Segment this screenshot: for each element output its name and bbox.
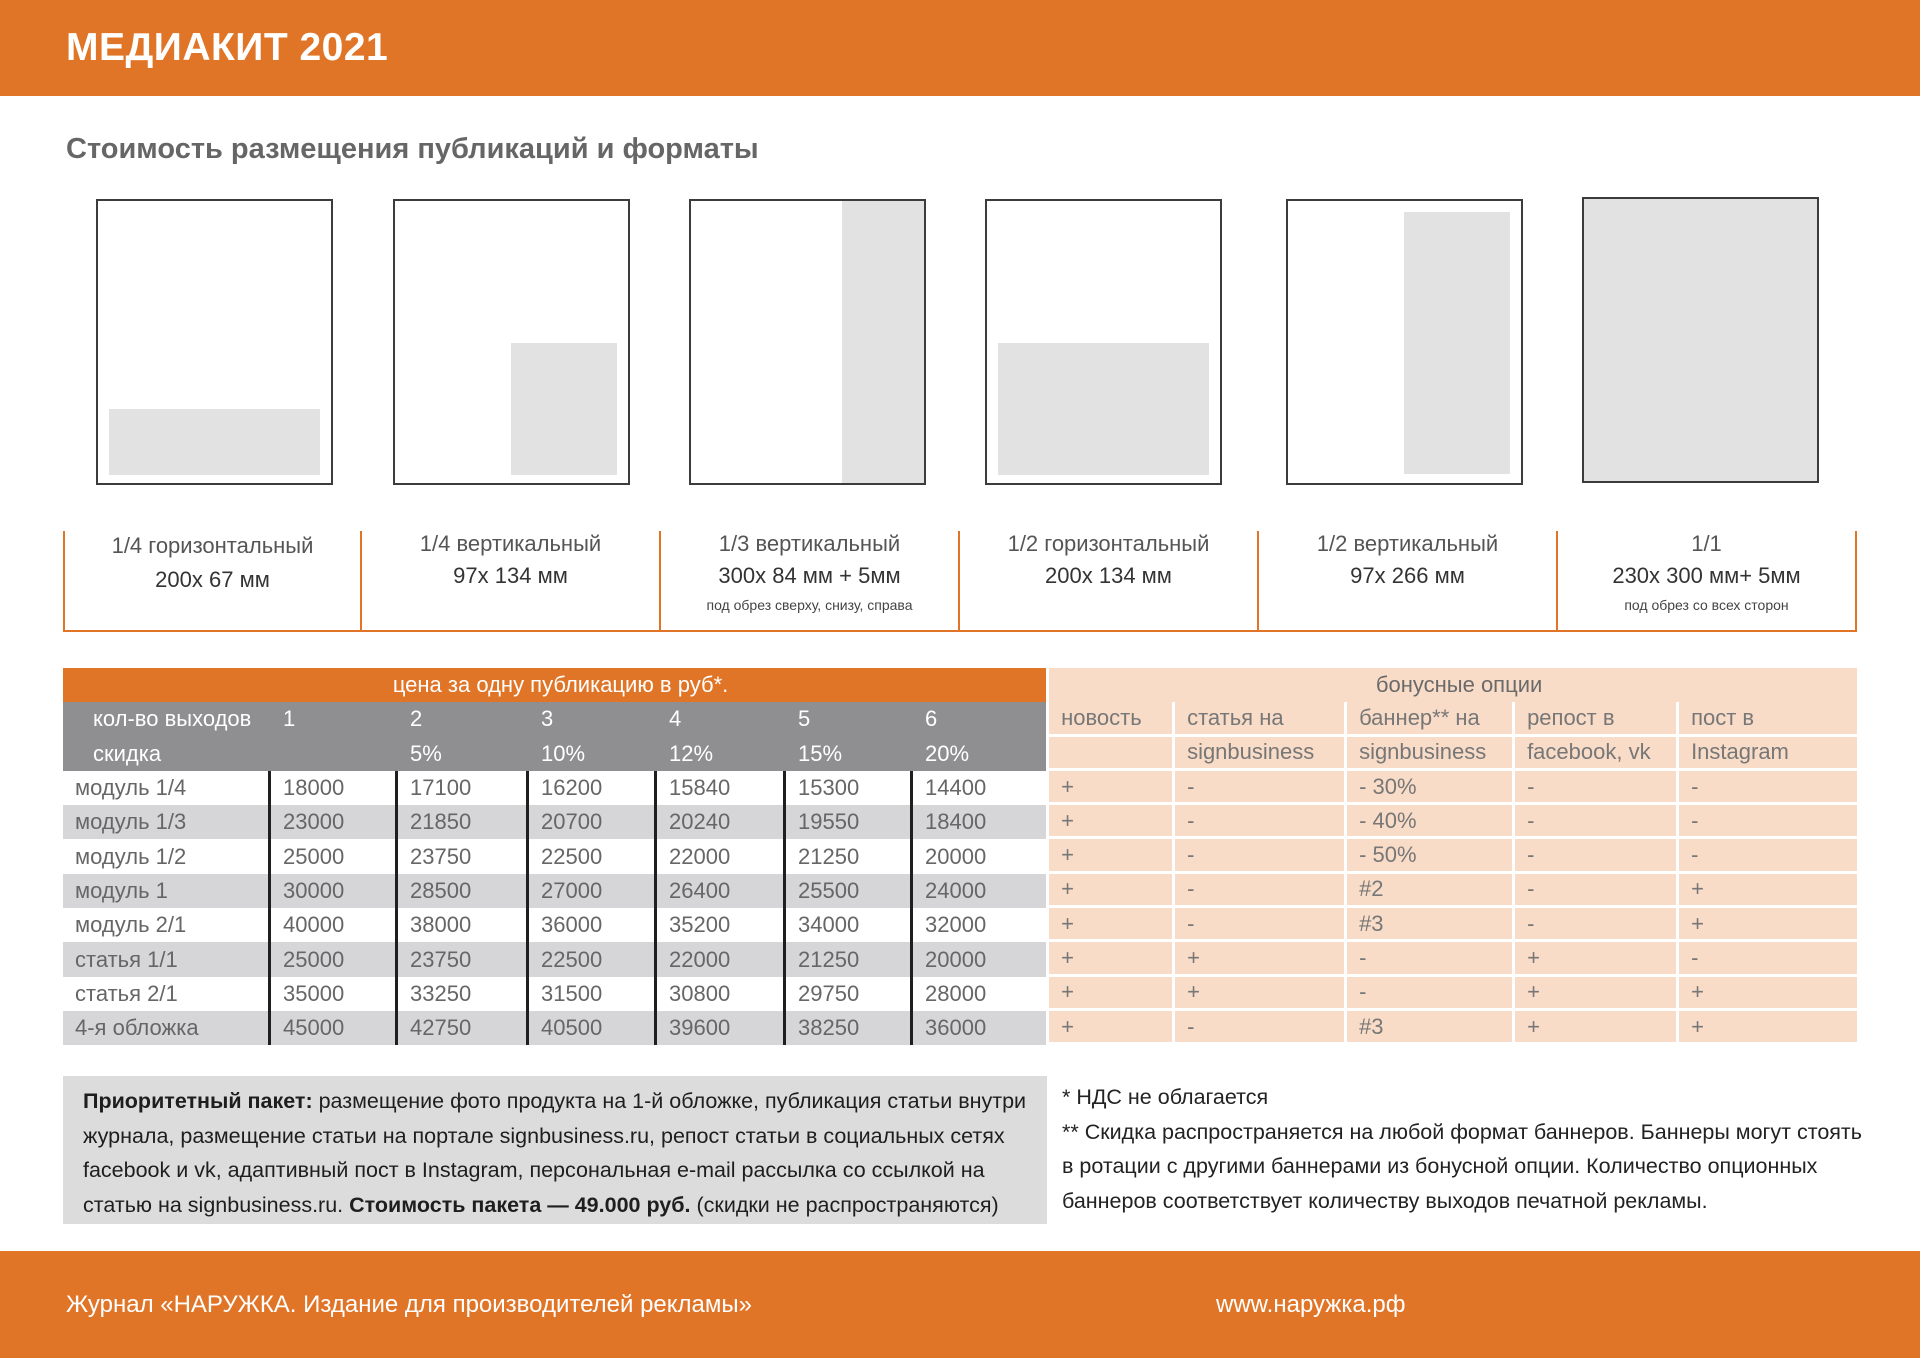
row-label: модуль 2/1 <box>63 908 271 942</box>
discount-value: 5% <box>398 737 529 771</box>
priority-package <box>63 1076 1047 1224</box>
priority-tail: (скидки не распространяются) <box>690 1192 999 1217</box>
bonus-col-header: пост в <box>1676 702 1857 736</box>
price-table <box>63 668 1857 1045</box>
price-cell: 28000 <box>913 977 1046 1011</box>
issues-row <box>63 702 1857 736</box>
bonus-cell: + <box>1046 1011 1172 1045</box>
price-cell: 23000 <box>271 805 398 839</box>
table-row <box>63 942 1857 976</box>
ad-area <box>1584 199 1817 481</box>
price-cell: 21250 <box>786 839 913 873</box>
format-cell <box>960 531 1259 630</box>
bonus-cell: + <box>1046 805 1172 839</box>
price-cell: 31500 <box>529 977 657 1011</box>
format-cell <box>661 531 960 630</box>
price-cell: 23750 <box>398 839 529 873</box>
price-cell: 32000 <box>913 908 1046 942</box>
issues-label: кол-во выходов <box>63 702 271 736</box>
table-row <box>63 908 1857 942</box>
priority-cost: Стоимость пакета — 49.000 руб. <box>349 1192 691 1217</box>
row-label: модуль 1 <box>63 874 271 908</box>
bonus-cell: + <box>1046 874 1172 908</box>
bonus-cell: #3 <box>1344 908 1512 942</box>
format-size: 97х 266 мм <box>1350 563 1465 588</box>
bonus-cell: + <box>1512 942 1676 976</box>
format-size: 200х 67 мм <box>155 567 270 592</box>
price-cell: 17100 <box>398 771 529 805</box>
bonus-col-header <box>1046 737 1172 771</box>
format-note: под обрез со всех сторон <box>1624 597 1789 613</box>
bonus-cell: + <box>1046 977 1172 1011</box>
price-cell: 35000 <box>271 977 398 1011</box>
format-name: 1/1 <box>1691 531 1722 556</box>
price-cell: 39600 <box>657 1011 786 1045</box>
format-name: 1/2 вертикальный <box>1316 531 1499 556</box>
price-cell: 25000 <box>271 942 398 976</box>
format-size: 300х 84 мм + 5мм <box>718 563 901 588</box>
bonus-cell: + <box>1172 942 1344 976</box>
bonus-cell: - <box>1512 771 1676 805</box>
issue-count: 6 <box>913 702 1046 736</box>
price-cell: 18400 <box>913 805 1046 839</box>
bonus-cell: + <box>1046 908 1172 942</box>
bonus-cell: #3 <box>1344 1011 1512 1045</box>
table-row <box>63 874 1857 908</box>
format-size: 200х 134 мм <box>1045 563 1172 588</box>
format-name: 1/4 горизонтальный <box>111 533 314 558</box>
discount-value: 12% <box>657 737 786 771</box>
row-label: модуль 1/2 <box>63 839 271 873</box>
bonus-cell: + <box>1676 874 1857 908</box>
price-cell: 36000 <box>913 1011 1046 1045</box>
discount-note: ** Скидка распространяется на любой формат баннеров. Баннеры могут стоять в ротации с другими баннерами из бонусной опции. Количество опционных баннеров соответствует количеству выходов печатной рекламы. <box>1062 1119 1862 1213</box>
format-diagram-half-vertical <box>1286 199 1523 485</box>
price-cell: 29750 <box>786 977 913 1011</box>
bonus-cell: - <box>1172 908 1344 942</box>
bonus-header: бонусные опции <box>1046 668 1857 702</box>
bonus-cell: - <box>1676 771 1857 805</box>
ad-area <box>511 343 617 475</box>
bonus-col-header: новость <box>1046 702 1172 736</box>
price-cell: 25000 <box>271 839 398 873</box>
price-cell: 15300 <box>786 771 913 805</box>
bonus-col-header: signbusiness <box>1344 737 1512 771</box>
price-cell: 30800 <box>657 977 786 1011</box>
bonus-col-header: signbusiness <box>1172 737 1344 771</box>
bonus-cell: - 40% <box>1344 805 1512 839</box>
price-cell: 45000 <box>271 1011 398 1045</box>
format-cell <box>362 531 661 630</box>
ad-area <box>109 409 320 475</box>
price-cell: 30000 <box>271 874 398 908</box>
price-cell: 42750 <box>398 1011 529 1045</box>
bonus-cell: - <box>1172 805 1344 839</box>
section-title: Стоимость размещения публикаций и форматы <box>66 133 759 165</box>
ad-area <box>1404 212 1510 474</box>
bonus-cell: - 50% <box>1344 839 1512 873</box>
table-row <box>63 839 1857 873</box>
discount-row <box>63 737 1857 771</box>
bonus-cell: - <box>1676 942 1857 976</box>
price-cell: 14400 <box>913 771 1046 805</box>
bonus-cell: - <box>1512 908 1676 942</box>
ad-area <box>842 201 924 483</box>
issue-count: 5 <box>786 702 913 736</box>
discount-label: скидка <box>63 737 271 771</box>
bonus-cell: - <box>1172 874 1344 908</box>
ad-area <box>998 343 1209 475</box>
table-row <box>63 1011 1857 1045</box>
bonus-cell: - <box>1344 977 1512 1011</box>
bonus-cell: - <box>1172 839 1344 873</box>
format-name: 1/3 вертикальный <box>718 531 901 556</box>
price-cell: 22000 <box>657 942 786 976</box>
price-cell: 38000 <box>398 908 529 942</box>
page-title: МЕДИАКИТ 2021 <box>66 26 389 69</box>
format-diagram-third-vertical <box>689 199 926 485</box>
price-cell: 20700 <box>529 805 657 839</box>
bonus-col-header: статья на <box>1172 702 1344 736</box>
price-cell: 33250 <box>398 977 529 1011</box>
footer-journal: Журнал «НАРУЖКА. Издание для производителей рекламы» <box>66 1291 752 1318</box>
price-cell: 28500 <box>398 874 529 908</box>
table-row <box>63 977 1857 1011</box>
price-cell: 22500 <box>529 942 657 976</box>
bonus-cell: - <box>1512 874 1676 908</box>
issue-count: 4 <box>657 702 786 736</box>
price-cell: 20240 <box>657 805 786 839</box>
discount-value: 10% <box>529 737 657 771</box>
price-cell: 22500 <box>529 839 657 873</box>
price-cell: 35200 <box>657 908 786 942</box>
price-cell: 15840 <box>657 771 786 805</box>
format-cell <box>63 531 362 630</box>
price-cell: 23750 <box>398 942 529 976</box>
bonus-col-header: Instagram <box>1676 737 1857 771</box>
price-cell: 18000 <box>271 771 398 805</box>
footer-website: www.наружка.рф <box>1216 1291 1406 1318</box>
format-diagram-full-page <box>1582 197 1819 483</box>
price-cell: 24000 <box>913 874 1046 908</box>
price-cell: 20000 <box>913 839 1046 873</box>
priority-text: размещение фото продукта на 1-й обложке, публикация статьи внутри журнала, размещение статьи на портале signbusiness.ru, репост статьи в социальных сетях facebook и vk, адаптивный пост в Instagram, персональная e-mail рассылка со ссылкой на статью на signbusiness.ru. <box>83 1089 1027 1217</box>
format-size: 97х 134 мм <box>453 563 568 588</box>
bonus-cell: + <box>1676 977 1857 1011</box>
price-cell: 40500 <box>529 1011 657 1045</box>
format-diagram-quarter-vertical <box>393 199 630 485</box>
bonus-cell: + <box>1046 771 1172 805</box>
price-cell: 21250 <box>786 942 913 976</box>
bonus-cell: + <box>1512 977 1676 1011</box>
row-label: модуль 1/3 <box>63 805 271 839</box>
price-cell: 20000 <box>913 942 1046 976</box>
bonus-cell: - <box>1172 1011 1344 1045</box>
price-cell: 40000 <box>271 908 398 942</box>
bonus-cell: + <box>1046 942 1172 976</box>
row-label: статья 1/1 <box>63 942 271 976</box>
row-label: 4-я обложка <box>63 1011 271 1045</box>
bonus-col-header: facebook, vk <box>1512 737 1676 771</box>
price-cell: 36000 <box>529 908 657 942</box>
discount-value: 20% <box>913 737 1046 771</box>
price-cell: 16200 <box>529 771 657 805</box>
bonus-cell: + <box>1512 1011 1676 1045</box>
bonus-cell: - <box>1676 839 1857 873</box>
row-label: модуль 1/4 <box>63 771 271 805</box>
price-cell: 21850 <box>398 805 529 839</box>
bonus-cell: + <box>1172 977 1344 1011</box>
format-cell <box>1259 531 1558 630</box>
issue-count: 1 <box>271 702 398 736</box>
table-row <box>63 771 1857 805</box>
bonus-cell: - 30% <box>1344 771 1512 805</box>
price-header: цена за одну публикацию в руб*. <box>63 668 1046 702</box>
issue-count: 2 <box>398 702 529 736</box>
bonus-cell: - <box>1676 805 1857 839</box>
format-cell <box>1558 531 1857 630</box>
price-rows <box>63 771 1857 1045</box>
bonus-cell: - <box>1172 771 1344 805</box>
format-size: 230х 300 мм+ 5мм <box>1612 563 1801 588</box>
price-cell: 26400 <box>657 874 786 908</box>
format-note: под обрез сверху, снизу, справа <box>706 597 913 613</box>
footnotes <box>1062 1080 1862 1218</box>
bonus-cell: + <box>1046 839 1172 873</box>
price-cell: 38250 <box>786 1011 913 1045</box>
bonus-cell: - <box>1512 839 1676 873</box>
price-cell: 25500 <box>786 874 913 908</box>
page-footer <box>0 1251 1920 1358</box>
format-diagram-quarter-horizontal <box>96 199 333 485</box>
table-header-row <box>63 668 1857 702</box>
bonus-cell: - <box>1512 805 1676 839</box>
vat-note: * НДС не облагается <box>1062 1085 1269 1109</box>
bonus-cell: + <box>1676 1011 1857 1045</box>
bonus-cell: + <box>1676 908 1857 942</box>
row-label: статья 2/1 <box>63 977 271 1011</box>
bonus-col-header: баннер** на <box>1344 702 1512 736</box>
price-cell: 34000 <box>786 908 913 942</box>
format-labels <box>63 531 1857 632</box>
bonus-cell: - <box>1344 942 1512 976</box>
format-diagram-half-horizontal <box>985 199 1222 485</box>
format-name: 1/4 вертикальный <box>419 531 602 556</box>
priority-title: Приоритетный пакет: <box>83 1089 313 1113</box>
bonus-cell: #2 <box>1344 874 1512 908</box>
table-row <box>63 805 1857 839</box>
page-header <box>0 0 1920 96</box>
bonus-col-header: репост в <box>1512 702 1676 736</box>
discount-value <box>271 737 398 771</box>
discount-value: 15% <box>786 737 913 771</box>
price-cell: 27000 <box>529 874 657 908</box>
format-name: 1/2 горизонтальный <box>1007 531 1210 556</box>
price-cell: 19550 <box>786 805 913 839</box>
price-cell: 22000 <box>657 839 786 873</box>
issue-count: 3 <box>529 702 657 736</box>
